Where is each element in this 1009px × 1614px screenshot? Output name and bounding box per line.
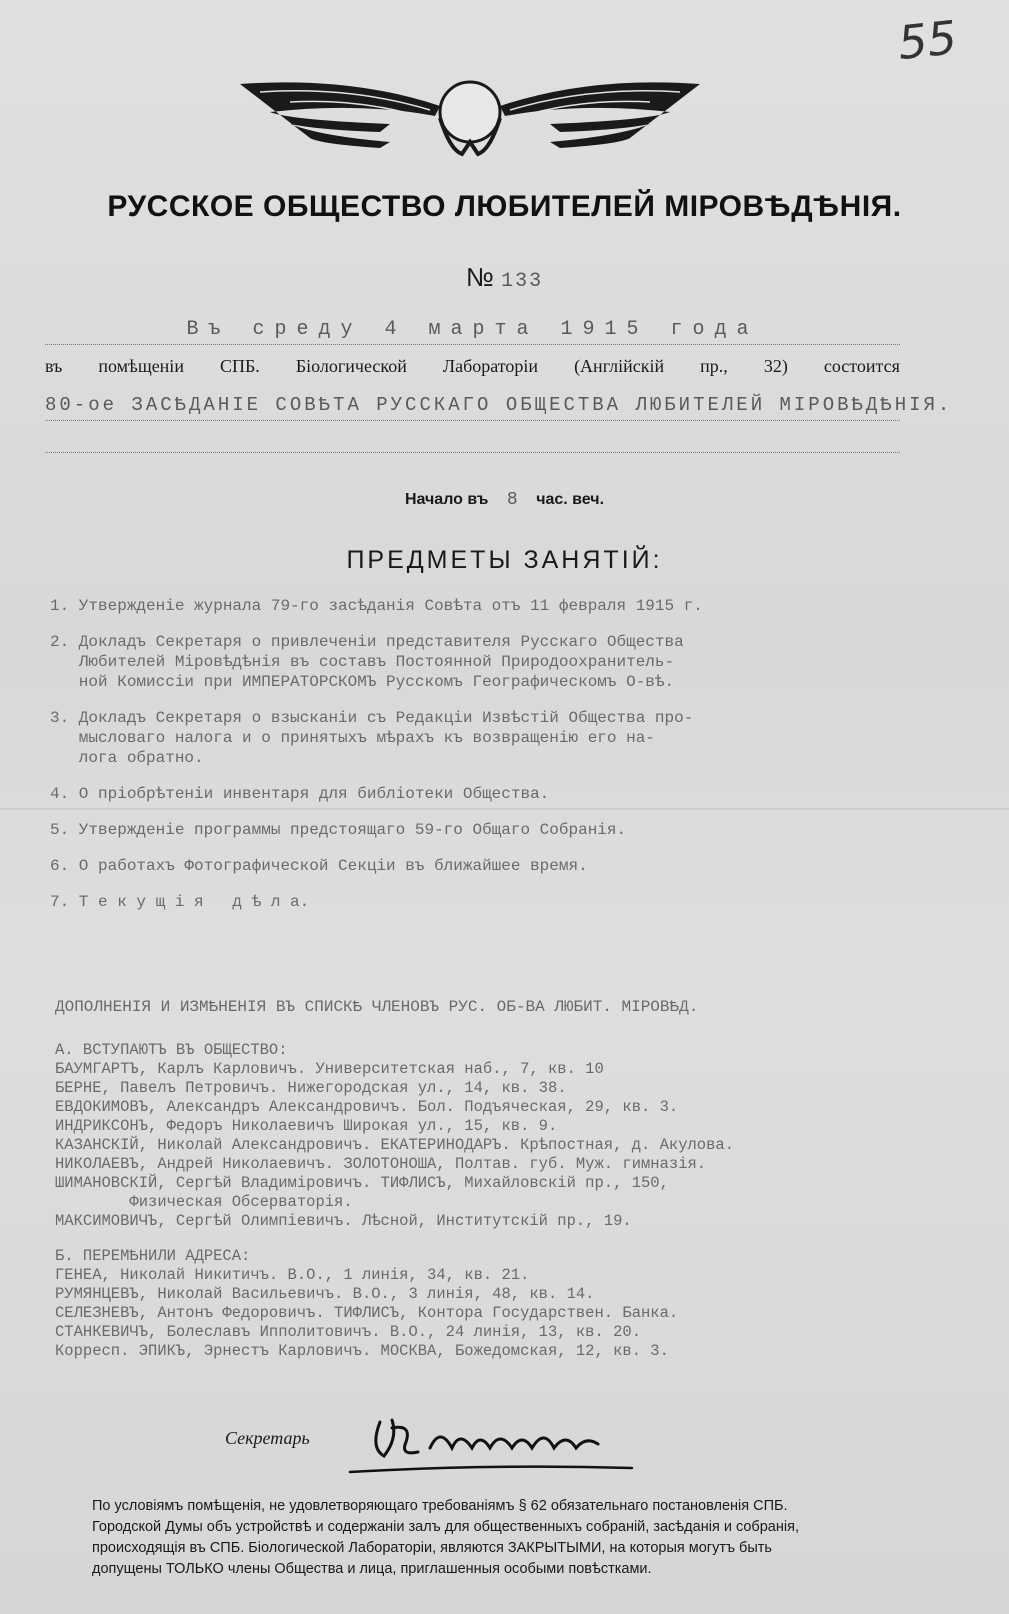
archive-number: 55 — [895, 10, 960, 71]
agenda-item: 5. Утвержденіе программы предстоящаго 59-го Общаго Собранія. — [50, 821, 627, 839]
venue-word: СПБ. — [219, 356, 260, 376]
number-label: № — [465, 262, 494, 292]
footer-line: происходящія въ СПБ. Біологической Лабораторіи, являются ЗАКРЫТЫМИ, на которыя могутъ быть — [92, 1540, 772, 1556]
start-suffix: час. веч. — [536, 491, 605, 508]
agenda-item: 3. Докладъ Секретаря о взысканіи съ Редакціи Извѣстій Общества про- мысловаго налога и о принятыхъ мѣрахъ къ возвращенію его на- логa обратно. — [50, 709, 694, 767]
section-joining — [55, 1041, 985, 1231]
venue-word: Біологической — [295, 356, 407, 376]
winged-sun-emblem-icon — [230, 72, 710, 162]
venue-word: (Англійскій — [574, 356, 665, 376]
meeting-date: Въ среду 4 марта 1915 года — [45, 318, 900, 345]
signature-role: Секретарь — [225, 1428, 310, 1448]
venue-word: состоится — [823, 356, 900, 376]
venue-word: помѣщеніи — [98, 356, 184, 376]
list-item: МАКСИМОВИЧЪ, Сергѣй Олимпіевичъ. Лѣсной, Институтскій пр., 19. — [55, 1212, 632, 1230]
agenda-item: 2. Докладъ Секретаря о привлеченіи представителя Русскаго Общества Любителей Міровѣдѣнія въ составъ Постоянной Природоохранитель- ной Комиссіи при ИМПЕРАТОРСКОМЪ Русскомъ Географическомъ О-вѣ. — [50, 633, 684, 691]
member-changes — [55, 998, 985, 1361]
meeting-title: 80-ое ЗАСѢДАНІЕ СОВѢТА РУССКАГО ОБЩЕСТВА ЛЮБИТЕЛЕЙ МІРОВѢДѢНІЯ. — [45, 394, 900, 421]
number-value: 133 — [501, 270, 544, 293]
list-item: НИКОЛАЕВЪ, Андрей Николаевичъ. ЗОЛОТОНОША, Полтав. губ. Муж. гимназія. — [55, 1155, 707, 1173]
list-item: Корресп. ЭПИКЪ, Эрнестъ Карловичъ. МОСКВА, Божедомская, 12, кв. 3. — [55, 1342, 669, 1360]
section-address-changes — [55, 1247, 985, 1361]
venue-line — [45, 356, 900, 377]
footer-note — [92, 1496, 912, 1580]
handwritten-signature-icon — [340, 1408, 640, 1478]
section-title: А. ВСТУПАЮТЪ ВЪ ОБЩЕСТВО: — [55, 1041, 288, 1059]
agenda-item: 1. Утвержденіе журнала 79-го засѣданія Совѣта отъ 11 февраля 1915 г. — [50, 597, 703, 615]
section-title: Б. ПЕРЕМѢНИЛИ АДРЕСА: — [55, 1247, 251, 1265]
start-time — [0, 490, 1009, 510]
agenda-list — [50, 596, 950, 928]
start-prefix: Начало въ — [404, 491, 489, 508]
start-hour: 8 — [506, 490, 518, 510]
venue-word: Лабораторіи — [442, 356, 539, 376]
member-changes-heading: ДОПОЛНЕНІЯ И ИЗМѢНЕНІЯ ВЪ СПИСКѢ ЧЛЕНОВЪ РУС. ОБ-ВА ЛЮБИТ. МІРОВѢД. — [55, 998, 699, 1016]
venue-word: въ — [45, 356, 63, 376]
list-item: РУМЯНЦЕВЪ, Николай Васильевичъ. В.О., 3 линія, 48, кв. 14. — [55, 1285, 595, 1303]
list-item: Физическая Обсерваторія. — [55, 1193, 353, 1211]
venue-word: пр., — [700, 356, 728, 376]
venue-word: 32) — [763, 356, 788, 376]
agenda-item: 6. О работахъ Фотографической Секціи въ ближайшее время. — [50, 857, 588, 875]
list-item: ШИМАНОВСКІЙ, Сергѣй Владиміровичъ. ТИФЛИСЪ, Михайловскій пр., 150, — [55, 1174, 669, 1192]
list-item: БАУМГАРТЪ, Карлъ Карловичъ. Университетская наб., 7, кв. 10 — [55, 1060, 604, 1078]
list-item: БЕРНЕ, Павелъ Петровичъ. Нижегородская ул., 14, кв. 38. — [55, 1079, 567, 1097]
subjects-title: ПРЕДМЕТЫ ЗАНЯТІЙ: — [346, 546, 663, 574]
footer-line: допущены ТОЛЬКО члены Общества и лица, приглашенныя особыми повѣстками. — [92, 1561, 652, 1577]
list-item: ЕВДОКИМОВЪ, Александръ Александровичъ. Бол. Подъяческая, 29, кв. 3. — [55, 1098, 679, 1116]
dotted-divider — [45, 452, 900, 453]
list-item: СТАНКЕВИЧЪ, Болеславъ Ипполитовичъ. В.О., 24 линія, 13, кв. 20. — [55, 1323, 641, 1341]
list-item: КАЗАНСКІЙ, Николай Александровичъ. ЕКАТЕРИНОДАРЪ. Крѣпостная, д. Акулова. — [55, 1136, 735, 1154]
footer-line: Городской Думы объ устройствѣ и содержаніи залъ для общественныхъ собраній, засѣданія и собранія, — [92, 1519, 799, 1535]
footer-line: По условіямъ помѣщенія, не удовлетворяющаго требованіямъ § 62 обязательнаго постановленія СПБ. — [92, 1498, 788, 1514]
agenda-item: 4. О пріобрѣтеніи инвентаря для библіотеки Общества. — [50, 785, 550, 803]
document-number — [0, 262, 1009, 293]
list-item: ИНДРИКСОНЪ, Федоръ Николаевичъ Широкая ул., 15, кв. 9. — [55, 1117, 558, 1135]
list-item: СЕЛЕЗНЕВЪ, Антонъ Федоровичъ. ТИФЛИСЪ, Контора Государствен. Банка. — [55, 1304, 679, 1322]
list-item: ГЕНЕА, Николай Никитичъ. В.О., 1 линія, 34, кв. 21. — [55, 1266, 530, 1284]
agenda-item: 7. Т е к у щ і я д ѣ л а. — [50, 893, 310, 911]
society-title: РУССКОЕ ОБЩЕСТВО ЛЮБИТЕЛЕЙ МІРОВѢДѢНІЯ. — [107, 190, 902, 223]
